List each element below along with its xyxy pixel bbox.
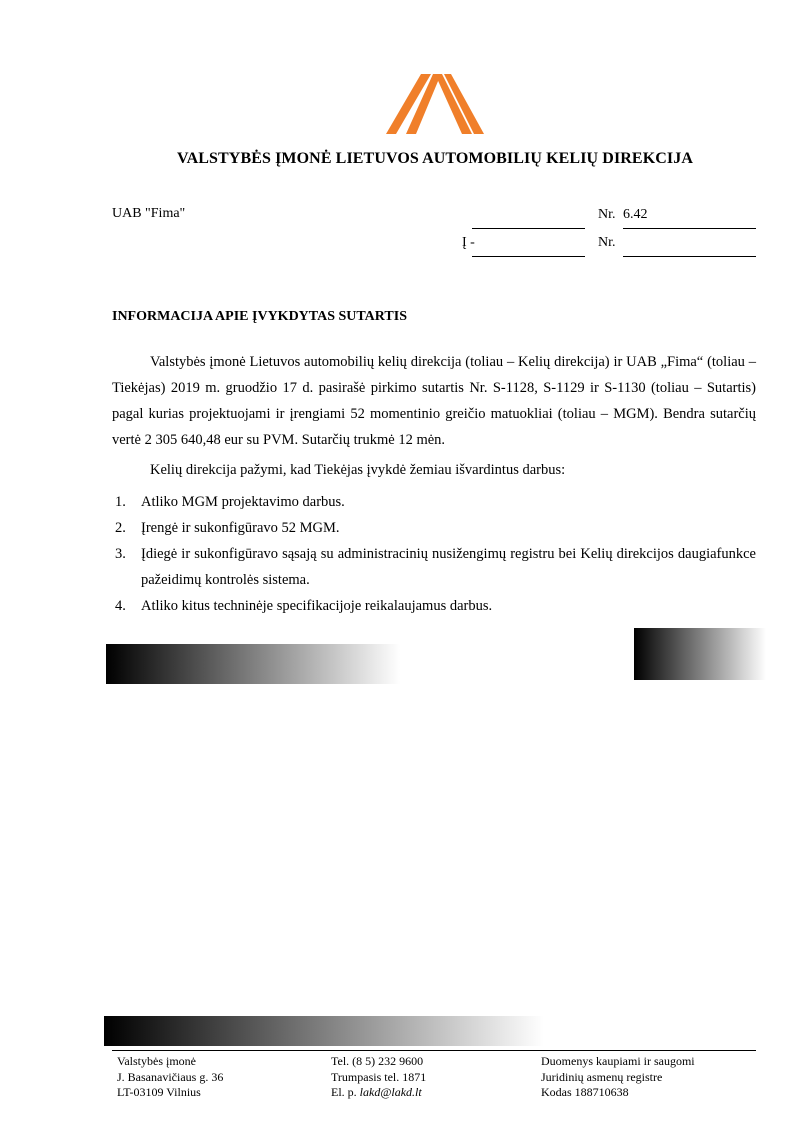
footer-short-phone: Trumpasis tel. 1871 xyxy=(331,1069,427,1084)
nr-label: Nr. xyxy=(598,207,616,222)
list-item-number: 2. xyxy=(115,520,126,536)
nr-value: 6.42 xyxy=(623,207,648,222)
completed-works-list xyxy=(112,489,756,619)
document-title: INFORMACIJA APIE ĮVYKDYTAS SUTARTIS xyxy=(112,309,407,324)
list-item-text: Atliko kitus techninėje specifikacijoje reikalaujamus darbus. xyxy=(141,598,493,614)
reply-nr-label: Nr. xyxy=(598,235,616,250)
list-item-text: Atliko MGM projektavimo darbus. xyxy=(141,494,345,510)
list-item-number: 3. xyxy=(115,546,126,562)
recipient-name: UAB "Fima" xyxy=(112,206,186,221)
list-intro: Kelių direkcija pažymi, kad Tiekėjas įvykdė žemiau išvardintus darbus: xyxy=(150,462,566,478)
footer-divider xyxy=(112,1050,756,1051)
footer-registry-line2: Juridinių asmenų registre xyxy=(541,1069,663,1084)
redacted-signature-block xyxy=(106,644,400,684)
reply-nr-line xyxy=(623,256,756,257)
footer-company-type: Valstybės įmonė xyxy=(117,1054,196,1068)
redacted-author-block xyxy=(104,1016,544,1046)
footer-address xyxy=(117,1054,223,1101)
footer-email-label: El. p. xyxy=(331,1085,360,1099)
nr-line xyxy=(623,228,756,229)
redacted-signature-block xyxy=(634,628,766,680)
list-item-text: Įdiegė ir sukonfigūravo sąsają su administracinių nusižengimų registru bei Kelių direkcijos daugiafunkce pažeidimų kontrolės sistema. xyxy=(141,546,756,588)
list-item-number: 1. xyxy=(115,494,126,510)
body-paragraph: Valstybės įmonė Lietuvos automobilių kelių direkcija (toliau – Kelių direkcija) ir UAB „Fima“ (toliau – Tiekėjas) 2019 m. gruodžio 17 d. pasirašė pirkimo sutartis Nr. S-1128, S-1129 ir S-1130 (toliau – Sutartis) pagal kurias projektuojami ir įrengiami 52 momentinio greičio matuokliai (toliau – MGM). Bendra sutarčių vertė 2 305 640,48 eur su PVM. Sutarčių trukmė 12 mėn. xyxy=(112,354,756,448)
footer-registry-line1: Duomenys kaupiami ir saugomi xyxy=(541,1054,695,1068)
list-item-text: Įrengė ir sukonfigūravo 52 MGM. xyxy=(141,520,340,536)
footer-email-line xyxy=(331,1085,426,1101)
reply-prefix: Į - xyxy=(462,235,475,250)
footer-company-code: Kodas 188710638 xyxy=(541,1085,629,1099)
footer-street: J. Basanavičiaus g. 36 xyxy=(117,1069,224,1084)
lakd-road-logo-icon xyxy=(386,74,484,134)
list-item xyxy=(112,515,756,541)
date-line xyxy=(472,228,585,229)
footer-phone: Tel. (8 5) 232 9600 xyxy=(331,1054,424,1068)
footer-contacts xyxy=(331,1054,426,1101)
footer-city: LT-03109 Vilnius xyxy=(117,1085,201,1099)
list-item xyxy=(112,489,756,515)
list-item xyxy=(112,593,756,619)
reply-date-line xyxy=(472,256,585,257)
organization-title: VALSTYBĖS ĮMONĖ LIETUVOS AUTOMOBILIŲ KELIŲ DIREKCIJA xyxy=(177,150,693,167)
footer-registry xyxy=(541,1054,695,1101)
footer-email-link[interactable]: lakd@lakd.lt xyxy=(359,1085,422,1099)
list-item xyxy=(112,541,756,593)
list-item-number: 4. xyxy=(115,598,126,614)
